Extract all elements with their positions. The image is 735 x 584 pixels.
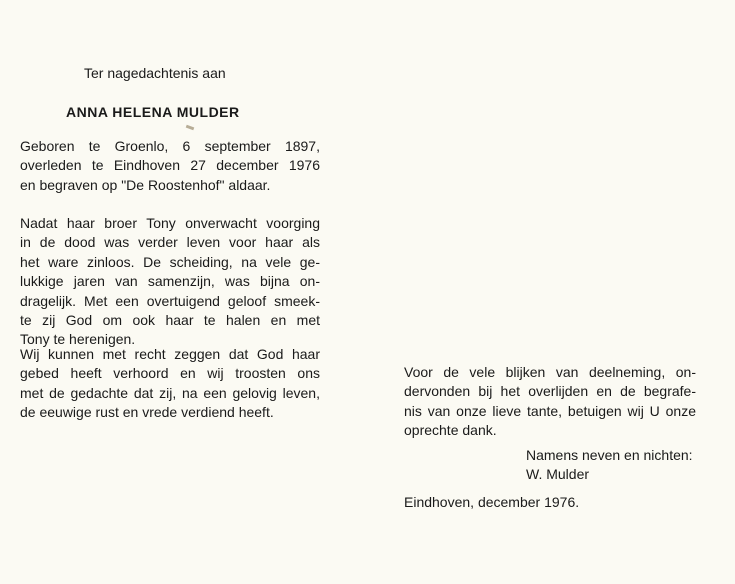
text-line: dragelijk. Met een overtuigend geloof smeek- <box>20 292 320 309</box>
text-line: het ware zinloos. De scheiding, na vele ge- <box>20 253 320 270</box>
deceased-name: ANNA HELENA MULDER <box>66 104 240 120</box>
thanks-paragraph <box>404 363 696 441</box>
signature-name: W. Mulder <box>526 466 590 483</box>
text-line: lukkige jaren van samenzijn, was bijna on- <box>20 273 320 290</box>
closing-paragraph <box>20 345 320 423</box>
text-line: Nadat haar broer Tony onverwacht voorging <box>20 215 320 231</box>
place-date: Eindhoven, december 1976. <box>404 494 580 510</box>
text-line: te zij God om ook haar te halen en met <box>20 312 320 329</box>
text-line: de eeuwige rust en vrede verdiend heeft. <box>20 404 274 421</box>
signature-line: Namens neven en nichten: <box>526 447 693 463</box>
signature-block <box>526 446 693 485</box>
birth-death-paragraph <box>20 137 320 195</box>
intro-text: Ter nagedachtenis aan <box>84 65 226 81</box>
text-line: Geboren te Groenlo, 6 september 1897, <box>20 138 320 154</box>
text-line: overleden te Eindhoven 27 december 1976 <box>20 157 320 174</box>
text-line: Tony te herenigen. <box>20 331 136 348</box>
text-line: gebed heeft verhoord en wij troosten ons <box>20 365 320 382</box>
text-line: Voor de vele blijken van deelneming, on- <box>404 364 696 380</box>
text-line: Wij kunnen met recht zeggen dat God haar <box>20 346 320 362</box>
text-line: dervonden bij het overlijden en de begrafe- <box>404 383 696 400</box>
text-line: en begraven op "De Roostenhof" aldaar. <box>20 176 271 193</box>
text-line: oprechte dank. <box>404 422 497 439</box>
text-line: met de gedachte dat zij, na een gelovig leven, <box>20 384 320 401</box>
text-line: nis van onze lieve tante, betuigen wij U onze <box>404 402 696 419</box>
paper-speck <box>186 125 195 131</box>
story-paragraph <box>20 214 320 350</box>
text-line: in de dood was verder leven voor haar als <box>20 234 320 251</box>
